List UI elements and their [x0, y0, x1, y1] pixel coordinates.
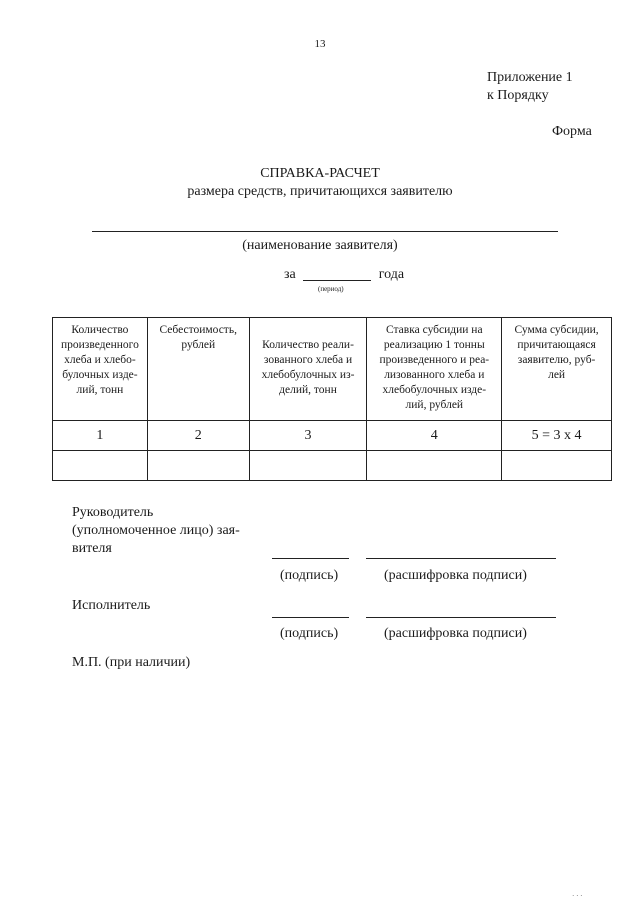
- header-cell-subsidy-amount: [502, 318, 612, 421]
- head-signature-line: [272, 558, 349, 559]
- header-cell-sold-quantity: [249, 318, 367, 421]
- data-cell-cost[interactable]: [147, 451, 249, 481]
- header-line: лей: [548, 369, 566, 381]
- scan-artifact-mark: · · ·: [572, 892, 583, 900]
- header-line: хлебобулочных изде-: [382, 384, 487, 396]
- header-line: Количество: [71, 324, 129, 336]
- column-number-cell: 5 = 3 х 4: [502, 421, 612, 451]
- column-number-cell: 2: [147, 421, 249, 451]
- header-line: реализацию 1 тонны: [383, 339, 485, 351]
- period-suffix: года: [378, 267, 405, 282]
- header-line: зованного хлеба и: [263, 354, 353, 366]
- table-header-row: [53, 318, 612, 421]
- header-line: произведенного и реа-: [379, 354, 490, 366]
- header-line: Себестоимость,: [159, 324, 237, 336]
- executor-signature-caption: (подпись): [280, 626, 339, 641]
- header-line: причитающаяся: [517, 339, 596, 351]
- head-signature-decode-line: [366, 558, 556, 559]
- appendix-reference: [487, 69, 573, 105]
- header-line: произведенного: [60, 339, 139, 351]
- document-title: СПРАВКА-РАСЧЕТ: [260, 166, 380, 181]
- head-label-line-1: Руководитель: [72, 505, 154, 520]
- header-line: булочных изде-: [62, 369, 138, 381]
- executor-decode-caption: (расшифровка подписи): [384, 626, 527, 641]
- header-line: Количество реали-: [262, 339, 354, 351]
- table-data-row: [53, 451, 612, 481]
- header-line: делий, тонн: [279, 384, 337, 396]
- head-label-line-3: вителя: [72, 541, 112, 556]
- header-line: Сумма субсидии,: [514, 324, 599, 336]
- applicant-caption: (наименование заявителя): [242, 238, 398, 253]
- header-line: лий, рублей: [405, 399, 464, 411]
- page-number: 13: [314, 38, 326, 50]
- header-cell-subsidy-rate: [367, 318, 502, 421]
- column-number-cell: 4: [367, 421, 502, 451]
- period-caption: (период): [318, 285, 344, 293]
- appendix-line-1: Приложение 1: [487, 70, 573, 85]
- data-cell-produced-quantity[interactable]: [53, 451, 148, 481]
- period-prefix: за: [284, 267, 296, 282]
- data-cell-subsidy-amount[interactable]: [502, 451, 612, 481]
- executor-decode-line: [366, 617, 556, 618]
- header-cell-produced-quantity: [53, 318, 148, 421]
- document-subtitle: размера средств, причитающихся заявителю: [187, 184, 453, 199]
- executor-label: Исполнитель: [72, 598, 151, 613]
- header-line: рублей: [181, 339, 216, 351]
- head-signature-label: [72, 504, 240, 558]
- header-cell-cost: [147, 318, 249, 421]
- header-line: [250, 323, 367, 338]
- data-cell-subsidy-rate[interactable]: [367, 451, 502, 481]
- executor-signature-line: [272, 617, 349, 618]
- column-number-cell: 3: [249, 421, 367, 451]
- header-line: Ставка субсидии на: [386, 324, 483, 336]
- column-number-cell: 1: [53, 421, 148, 451]
- data-cell-sold-quantity[interactable]: [249, 451, 367, 481]
- header-line: лизованного хлеба и: [384, 369, 485, 381]
- applicant-name-line: [92, 231, 558, 232]
- stamp-note: М.П. (при наличии): [72, 655, 191, 670]
- table-column-numbers-row: [53, 421, 612, 451]
- head-decode-caption: (расшифровка подписи): [384, 568, 527, 583]
- period-row: [284, 267, 404, 283]
- form-label: Форма: [552, 124, 592, 139]
- header-line: хлеба и хлебо-: [64, 354, 136, 366]
- calculation-table: [52, 317, 612, 481]
- period-blank-line: [303, 267, 371, 281]
- head-signature-caption: (подпись): [280, 568, 339, 583]
- appendix-line-2: к Порядку: [487, 88, 549, 103]
- header-line: заявителю, руб-: [517, 354, 596, 366]
- header-line: хлебобулочных из-: [261, 369, 355, 381]
- head-label-line-2: (уполномоченное лицо) зая-: [72, 523, 240, 538]
- header-line: лий, тонн: [76, 384, 124, 396]
